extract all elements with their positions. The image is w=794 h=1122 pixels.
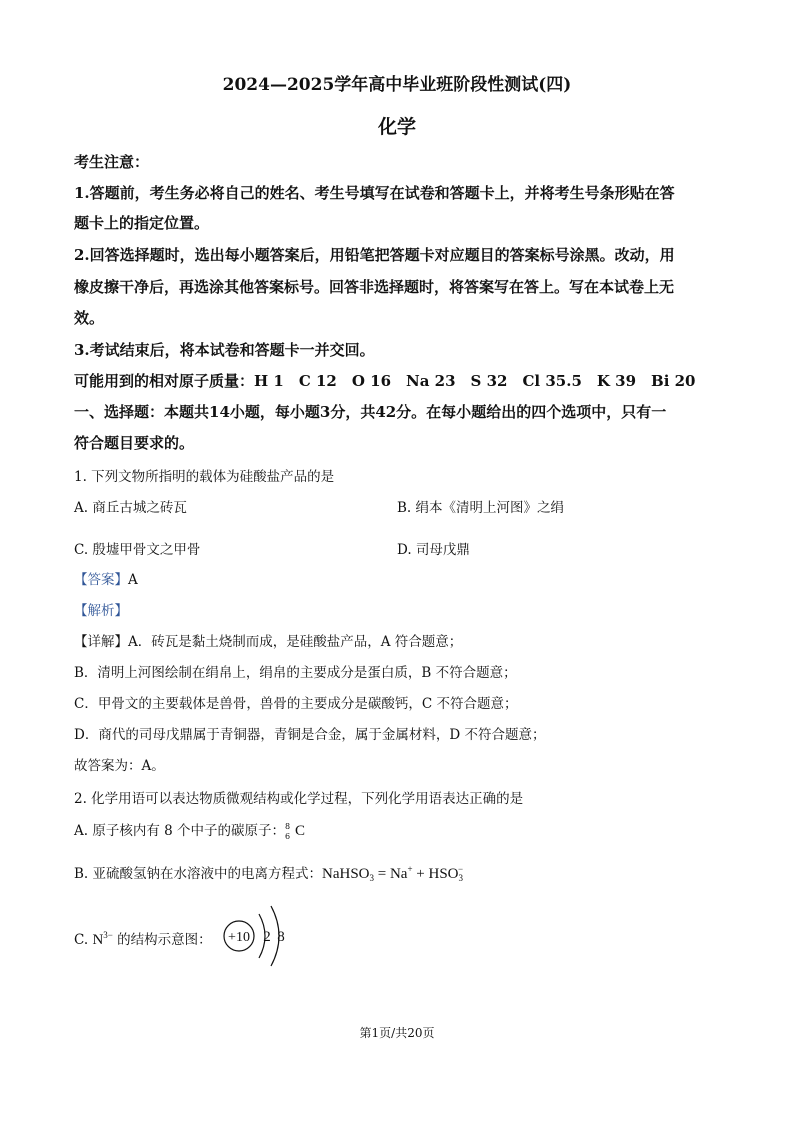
atomic-masses: 可能用到的相对原子质量：H 1 C 12 O 16 Na 23 S 32 Cl 35.5 K 39 Bi 20 — [74, 372, 696, 390]
atomic-number: 6 — [285, 831, 291, 841]
q1-detail-a — [74, 630, 462, 650]
notice-item-1-line-2: 题卡上的指定位置。 — [74, 214, 210, 232]
shell-1-electrons: 2 — [263, 929, 271, 945]
subject-title: 化学 — [377, 116, 416, 138]
q1-detail-c: C．甲骨文的主要载体是兽骨，兽骨的主要成分是碳酸钙，C 不符合题意； — [74, 696, 518, 712]
q1-stem: 1. 下列文物所指明的载体为硅酸盐产品的是 — [74, 469, 335, 485]
q2-stem: 2. 化学用语可以表达物质微观结构或化学过程，下列化学用语表达正确的是 — [74, 791, 524, 807]
answer-value: A — [128, 572, 138, 588]
eq-part-2: = Na — [374, 866, 408, 882]
notice-item-2-line-3: 效。 — [74, 309, 105, 327]
detail-label: 【详解】 — [74, 634, 128, 650]
eq-sup-2: + — [407, 864, 413, 874]
notice-item-2-line-2: 橡皮擦干净后，再选涂其他答案标号。回答非选择题时，将答案写在答上。写在本试卷上无 — [74, 278, 675, 296]
notice-heading: 考生注意： — [74, 153, 150, 171]
detail-a-text: A．砖瓦是黏土烧制而成，是硅酸盐产品，A 符合题意； — [128, 634, 463, 650]
notice-item-3: 3.考试结束后，将本试卷和答题卡一并交回。 — [74, 341, 375, 359]
notice-item-1-line-1: 1.答题前，考生务必将自己的姓名、考生号填写在试卷和答题卡上，并将考生号条形贴在答 — [74, 184, 675, 202]
q2-option-c-suffix: 的结构示意图： — [112, 932, 212, 948]
q1-option-c: C. 殷墟甲骨文之甲骨 — [74, 542, 201, 558]
q2-option-c-prefix: C. — [74, 932, 93, 948]
q2-option-c — [74, 928, 212, 949]
q1-answer — [74, 568, 138, 588]
eq-sub-1: 3 — [369, 873, 375, 883]
analysis-label: 【解析】 — [74, 603, 128, 619]
ion-symbol: N — [92, 932, 104, 948]
ion-charge: 3− — [103, 930, 113, 940]
section-1-heading-line-1: 一、选择题：本题共14小题，每小题3分，共42分。在每小题给出的四个选项中，只有一 — [74, 403, 667, 421]
q1-option-b: B. 绢本《清明上河图》之绢 — [397, 500, 565, 516]
q1-conclusion: 故答案为：A。 — [74, 758, 165, 774]
eq-sub-3: 3 — [458, 873, 464, 883]
notice-item-2-line-1: 2.回答选择题时，选出每小题答案后，用铅笔把答题卡对应题目的答案标号涂黑。改动，用 — [74, 246, 675, 264]
q2-option-a — [74, 819, 305, 842]
nitride-ion — [92, 932, 112, 948]
mass-number: 8 — [285, 821, 291, 831]
q1-option-d: D. 司母戊鼎 — [397, 542, 470, 558]
section-1-heading-line-2: 符合题目要求的。 — [74, 434, 195, 452]
carbon-symbol: C — [295, 823, 306, 839]
q1-option-a: A. 商丘古城之砖瓦 — [74, 500, 187, 516]
q2-option-b — [74, 862, 463, 883]
eq-part-3: + HSO — [412, 866, 459, 882]
answer-label: 【答案】 — [74, 572, 128, 588]
ion-structure-diagram — [215, 900, 305, 972]
q2-option-b-text: B. 亚硫酸氢钠在水溶液中的电离方程式： — [74, 866, 323, 882]
eq-part-1: NaHSO — [322, 866, 370, 882]
ionization-equation — [322, 866, 463, 882]
shell-2-electrons: 8 — [277, 929, 285, 945]
q1-detail-d: D．商代的司母戊鼎属于青铜器，青铜是合金，属于金属材料，D 不符合题意； — [74, 727, 546, 743]
nuclide-notation — [285, 822, 295, 842]
page-footer: 第1页/共20页 — [359, 1026, 435, 1040]
eq-sup-3: − — [458, 864, 464, 874]
exam-title: 2024—2025学年高中毕业班阶段性测试(四) — [222, 75, 572, 95]
nucleus-charge: +10 — [228, 930, 250, 945]
q1-detail-b: B．清明上河图绘制在绢帛上，绢帛的主要成分是蛋白质，B 不符合题意； — [74, 665, 517, 681]
q2-option-a-text: A. 原子核内有 8 个中子的碳原子： — [74, 823, 286, 839]
